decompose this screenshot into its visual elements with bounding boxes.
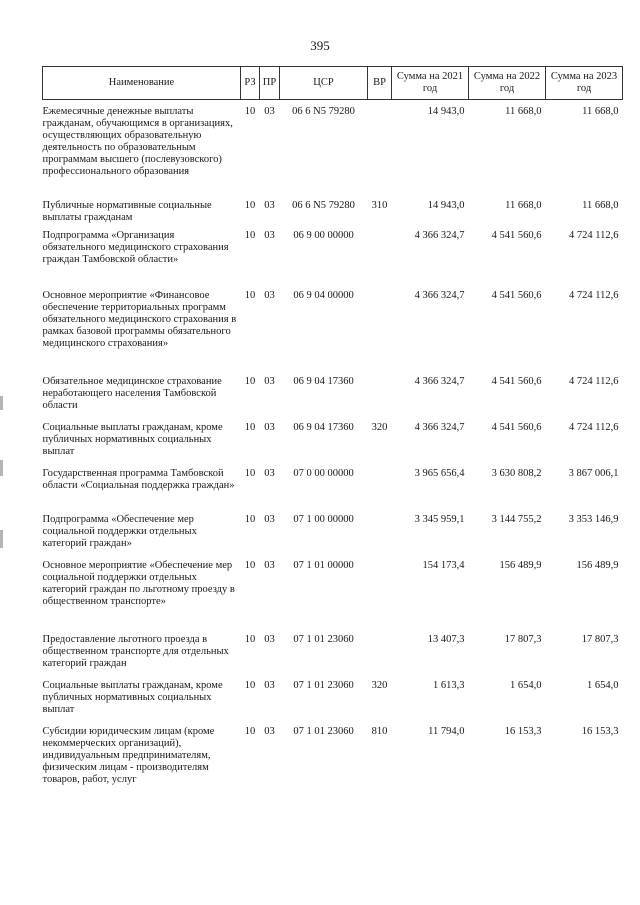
row-name: Публичные нормативные социальные выплаты гражданам [42, 199, 212, 223]
row-sum-2021: 3 345 959,1 [414, 513, 465, 525]
row-sum-2023: 17 807,3 [581, 633, 619, 645]
row-vr [368, 514, 392, 560]
row-sum-2023: 16 153,3 [581, 725, 619, 737]
row-vr: 810 [371, 725, 388, 737]
table-body [43, 100, 623, 816]
table-header [43, 67, 623, 100]
row-sum-2022: 156 489,9 [499, 559, 542, 571]
row-csr: 06 6 N5 79280 [292, 106, 355, 117]
table-row [43, 100, 623, 200]
table-row [43, 376, 623, 422]
row-rz: 10 [244, 375, 256, 387]
row-name: Субсидии юридическим лицам (кроме некоммерческих организаций), индивидуальным предпринимателям, физическим лицам - производителям товаров, работ, услуг [42, 725, 215, 785]
row-sum-2022: 4 541 560,6 [491, 375, 542, 387]
row-pr: 03 [264, 106, 275, 117]
row-rz: 10 [244, 229, 256, 241]
row-sum-2023: 4 724 112,6 [569, 229, 619, 241]
row-rz: 10 [244, 199, 256, 211]
row-csr: 06 9 04 00000 [293, 289, 354, 301]
row-pr: 03 [264, 725, 275, 737]
row-sum-2021: 14 943,0 [427, 106, 465, 117]
row-sum-2021: 4 366 324,7 [414, 289, 465, 301]
row-rz: 10 [244, 633, 256, 645]
row-sum-2021: 4 366 324,7 [414, 421, 465, 433]
row-sum-2021: 4 366 324,7 [414, 375, 465, 387]
row-csr: 07 1 00 00000 [293, 513, 354, 525]
row-sum-2023: 11 668,0 [582, 199, 619, 211]
row-vr [368, 376, 392, 422]
row-sum-2023: 1 654,0 [587, 679, 619, 691]
row-sum-2021: 13 407,3 [427, 633, 465, 645]
table-row [43, 560, 623, 634]
row-csr: 07 1 01 23060 [293, 633, 354, 645]
table-row [43, 514, 623, 560]
row-rz: 10 [244, 289, 256, 301]
table-row [43, 468, 623, 514]
row-sum-2022: 3 630 808,2 [491, 467, 542, 479]
row-sum-2023: 4 724 112,6 [569, 289, 619, 301]
row-sum-2021: 4 366 324,7 [414, 229, 465, 241]
row-rz: 10 [244, 559, 256, 571]
header-sum-2021: Сумма на 2021 год [392, 67, 469, 100]
row-vr [368, 230, 392, 290]
header-csr: ЦСР [280, 67, 368, 100]
row-vr: 310 [371, 199, 388, 211]
row-pr: 03 [264, 467, 275, 479]
header-pr: ПР [260, 67, 280, 100]
row-name: Основное мероприятие «Финансовое обеспечение территориальных программ обязательного медицинского страхования в рамках базовой программы обязательного медицинского страхования» [42, 289, 237, 349]
row-sum-2022: 4 541 560,6 [491, 229, 542, 241]
table-row [43, 200, 623, 230]
row-sum-2022: 1 654,0 [510, 679, 542, 691]
row-pr: 03 [264, 375, 275, 387]
row-pr: 03 [264, 229, 275, 241]
header-sum-2022: Сумма на 2022 год [469, 67, 546, 100]
header-name: Наименование [43, 67, 241, 100]
scan-artifact [0, 530, 3, 548]
row-sum-2021: 11 794,0 [428, 725, 465, 737]
row-sum-2021: 1 613,3 [433, 679, 465, 691]
row-name: Основное мероприятие «Обеспечение мер социальной поддержки отдельных категорий граждан по льготному проезду в общественном транспорте» [42, 559, 235, 607]
table-row [43, 422, 623, 468]
row-vr: 320 [371, 421, 388, 433]
row-vr [368, 100, 392, 200]
row-rz: 10 [244, 679, 256, 691]
row-sum-2023: 11 668,0 [582, 106, 619, 117]
row-csr: 06 9 04 17360 [293, 421, 354, 433]
row-name: Ежемесячные денежные выплаты гражданам, обучающимся в организациях, осуществляющих образовательную деятельность по образовательным программам высшего (послевузовского) профессионального образования [42, 106, 233, 177]
row-csr: 06 6 N5 79280 [292, 199, 355, 211]
row-vr [368, 468, 392, 514]
header-vr: ВР [368, 67, 392, 100]
row-sum-2023: 156 489,9 [576, 559, 619, 571]
row-sum-2023: 3 867 006,1 [568, 467, 619, 479]
header-rz: РЗ [241, 67, 260, 100]
row-name: Обязательное медицинское страхование неработающего населения Тамбовской области [42, 375, 222, 411]
row-vr: 320 [371, 679, 388, 691]
row-sum-2022: 16 153,3 [504, 725, 542, 737]
row-sum-2023: 4 724 112,6 [569, 375, 619, 387]
row-vr [368, 634, 392, 680]
row-pr: 03 [264, 199, 275, 211]
row-sum-2022: 4 541 560,6 [491, 289, 542, 301]
row-sum-2022: 17 807,3 [504, 633, 542, 645]
row-csr: 07 1 01 23060 [293, 725, 354, 737]
budget-table [42, 66, 623, 816]
row-sum-2021: 154 173,4 [422, 559, 465, 571]
row-name: Государственная программа Тамбовской области «Социальная поддержка граждан» [42, 467, 235, 491]
row-pr: 03 [264, 559, 275, 571]
row-name: Подпрограмма «Организация обязательного медицинского страхования граждан Тамбовской области» [42, 229, 229, 265]
row-pr: 03 [264, 633, 275, 645]
row-name: Социальные выплаты гражданам, кроме публичных нормативных социальных выплат [42, 679, 223, 715]
row-rz: 10 [244, 513, 256, 525]
row-pr: 03 [264, 513, 275, 525]
row-sum-2022: 11 668,0 [505, 199, 542, 211]
scan-artifact [0, 396, 3, 410]
row-rz: 10 [244, 467, 256, 479]
row-pr: 03 [264, 679, 275, 691]
row-sum-2021: 14 943,0 [427, 199, 465, 211]
row-pr: 03 [264, 289, 275, 301]
row-sum-2021: 3 965 656,4 [414, 467, 465, 479]
row-sum-2023: 4 724 112,6 [569, 421, 619, 433]
table-row [43, 726, 623, 816]
scan-artifact [0, 460, 3, 476]
row-vr [368, 290, 392, 376]
row-rz: 10 [244, 421, 256, 433]
row-name: Социальные выплаты гражданам, кроме публичных нормативных социальных выплат [42, 421, 223, 457]
header-sum-2023: Сумма на 2023 год [546, 67, 623, 100]
row-csr: 07 1 01 00000 [293, 559, 354, 571]
row-csr: 06 9 04 17360 [293, 375, 354, 387]
row-rz: 10 [244, 106, 256, 117]
row-pr: 03 [264, 421, 275, 433]
table-row [43, 634, 623, 680]
row-csr: 06 9 00 00000 [293, 229, 354, 241]
row-sum-2022: 11 668,0 [505, 106, 542, 117]
row-sum-2022: 3 144 755,2 [491, 513, 542, 525]
row-rz: 10 [244, 725, 256, 737]
row-name: Предоставление льготного проезда в общественном транспорте для отдельных категорий граждан [42, 633, 229, 669]
table-row [43, 230, 623, 290]
table-row [43, 290, 623, 376]
row-vr [368, 560, 392, 634]
row-sum-2023: 3 353 146,9 [568, 513, 619, 525]
row-csr: 07 0 00 00000 [293, 467, 354, 479]
row-name: Подпрограмма «Обеспечение мер социальной поддержки отдельных категорий граждан» [42, 513, 197, 549]
page-number: 395 [310, 38, 330, 53]
row-sum-2022: 4 541 560,6 [491, 421, 542, 433]
row-csr: 07 1 01 23060 [293, 679, 354, 691]
table-row [43, 680, 623, 726]
